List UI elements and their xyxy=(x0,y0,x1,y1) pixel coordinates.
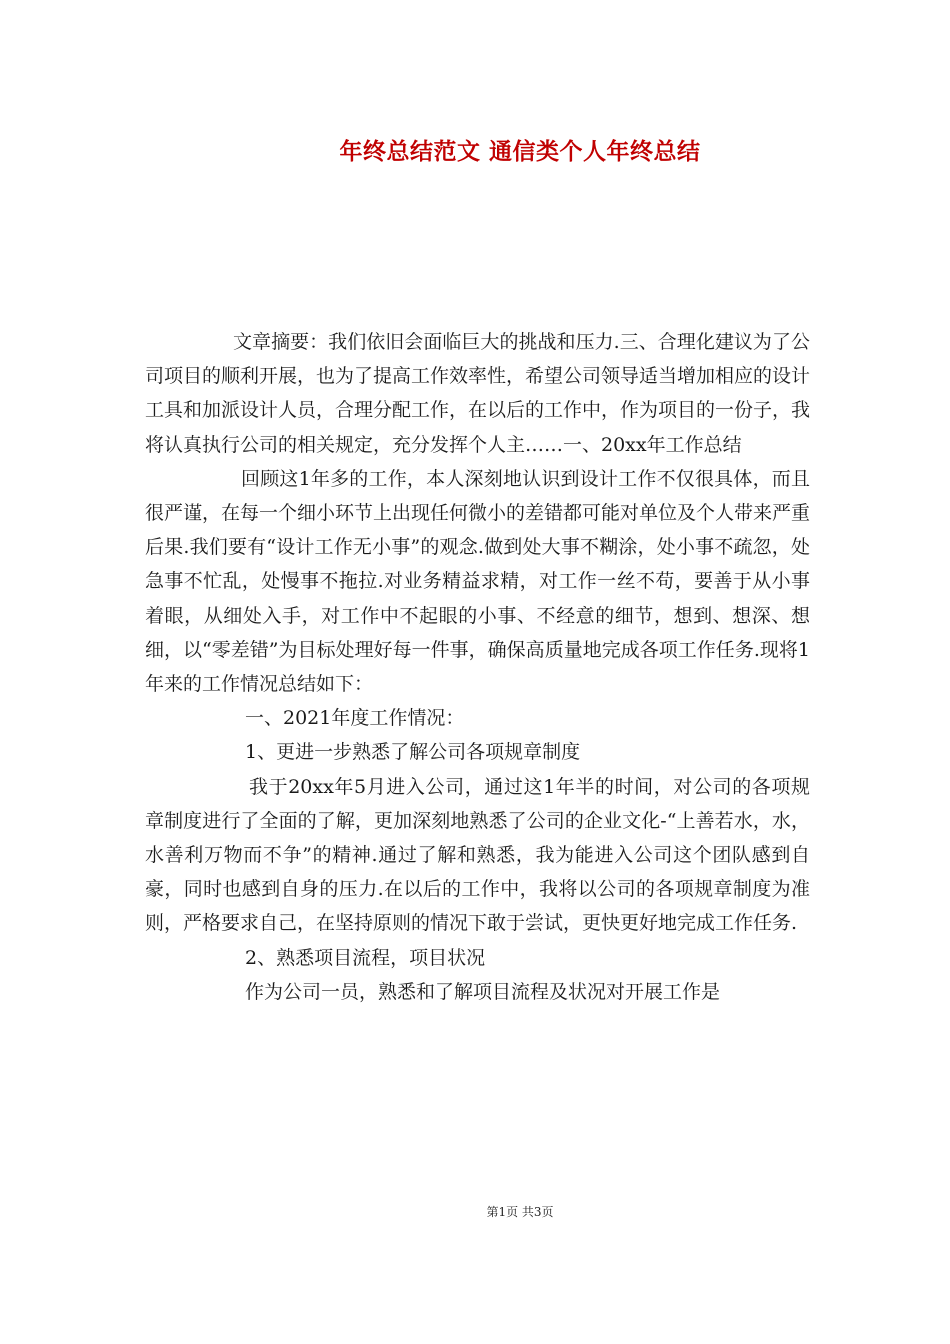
paragraph-abstract: 文章摘要：我们依旧会面临巨大的挑战和压力.三、合理化建议为了公司项目的顺利开展，也为了提高工作效率性，希望公司领导适当增加相应的设计工具和加派设计人员，合理分配工作，在以后的工作中，作为项目的一份子，我将认真执行公司的相关规定，充分发挥个人主……一、20xx年工作总结 xyxy=(145,331,811,456)
document-body xyxy=(145,325,810,1009)
subsection-heading-2: 2、熟悉项目流程，项目状况 xyxy=(245,946,486,969)
section-heading-1: 一、2021年度工作情况： xyxy=(245,707,465,730)
paragraph-project: 作为公司一员，熟悉和了解项目流程及状况对开展工作是 xyxy=(245,980,721,1003)
paragraph-review: 回顾这1年多的工作，本人深刻地认识到设计工作不仅很具体，而且很严谨，在每一个细小环节上出现任何微小的差错都可能对单位及个人带来严重后果.我们要有“设计工作无小事”的观念.做到处大事不糊涂，处小事不疏忽，处急事不忙乱，处慢事不拖拉.对业务精益求精，对工作一丝不苟，要善于从小事着眼，从细处入手，对工作中不起眼的小事、不经意的细节，想到、想深、想细，以“零差错”为目标处理好每一件事，确保高质量地完成各项工作任务.现将1年来的工作情况总结如下： xyxy=(145,467,811,696)
paragraph-rules: 我于20xx年5月进入公司，通过这1年半的时间，对公司的各项规章制度进行了全面的了解，更加深刻地熟悉了公司的企业文化-“上善若水，水，水善利万物而不争”的精神.通过了解和熟悉，我为能进入公司这个团队感到自豪，同时也感到自身的压力.在以后的工作中，我将以公司的各项规章制度为准则，严格要求自己，在坚持原则的情况下敢于尝试，更快更好地完成工作任务. xyxy=(145,775,810,935)
page-number-footer: 第1页 共3页 xyxy=(486,1205,554,1219)
subsection-heading-1: 1、更进一步熟悉了解公司各项规章制度 xyxy=(245,741,581,764)
document-title: 年终总结范文 通信类个人年终总结 xyxy=(339,139,701,165)
